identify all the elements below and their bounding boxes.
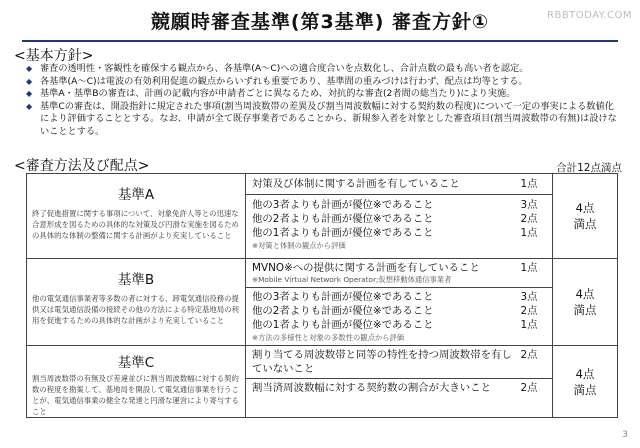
bullet-text: 基準A・基準Bの審査は、計画の記載内容が申請者ごとに異なるため、対抗的な審査(2者間の総当たり)により実施。 bbox=[40, 88, 516, 100]
list-item bbox=[26, 88, 622, 101]
diamond-bullet-icon: ◆ bbox=[26, 76, 33, 86]
total-points-suffix: 満点 bbox=[573, 217, 597, 231]
criterion-note: ※対策と体制の観点から評価 bbox=[252, 241, 346, 250]
criterion-cell bbox=[27, 346, 246, 418]
item-text: 他の1者よりも計画が優位※であること bbox=[252, 319, 434, 331]
section-method-title: <審査方法及び配点> bbox=[14, 158, 150, 174]
list-item bbox=[26, 63, 622, 76]
total-points: 4点 bbox=[575, 201, 595, 215]
total-points-suffix: 満点 bbox=[573, 303, 597, 317]
criterion-total bbox=[553, 174, 618, 259]
criterion-name: 基準C bbox=[117, 355, 155, 371]
total-score-label: 合計12点満点 bbox=[556, 162, 622, 174]
list-item bbox=[26, 101, 622, 139]
item-text: MVNO※への提供に関する計画を有していること bbox=[252, 262, 480, 274]
item-text: 割当済周波数幅に対する契約数の割合が大きいこと bbox=[252, 382, 491, 394]
item-point: 1点 bbox=[520, 178, 538, 190]
page-title: 競願時審査基準(第3基準) 審査方針① bbox=[150, 11, 490, 33]
criterion-note: ※方法の多様性と対象の多数性の観点から評価 bbox=[252, 333, 405, 342]
basic-policy-list bbox=[26, 63, 622, 139]
criterion-name: 基準A bbox=[117, 187, 155, 203]
item-text: 他の3者よりも計画が優位※であること bbox=[252, 291, 434, 303]
scoring-item bbox=[246, 259, 552, 275]
item-point: 2点 bbox=[520, 382, 538, 394]
table-row bbox=[27, 259, 618, 346]
item-point: 2点 bbox=[520, 213, 538, 225]
item-text: 割り当てる周波数帯と同等の特性を持つ周波数帯を有していないこと bbox=[252, 349, 512, 375]
item-point: 2点 bbox=[520, 305, 538, 317]
scoring-item bbox=[246, 304, 552, 318]
total-points: 4点 bbox=[575, 366, 595, 381]
scoring-item bbox=[246, 318, 552, 332]
list-item bbox=[26, 76, 622, 89]
item-point: 3点 bbox=[520, 291, 538, 303]
item-text: 他の2者よりも計画が優位※であること bbox=[252, 305, 434, 317]
criterion-cell bbox=[27, 259, 246, 346]
item-text: 他の2者よりも計画が優位※であること bbox=[252, 213, 434, 225]
title-underline bbox=[22, 40, 618, 42]
item-text: 他の1者よりも計画が優位※であること bbox=[252, 227, 434, 239]
criterion-subnote: ※Mobile Virtual Network Operator;仮想移動体通信事業者 bbox=[252, 275, 452, 284]
criterion-description: 他の電気通信事業者等多数の者に対する、卸電気通信役務の提供又は電気通信設備の接続その他の方法による特定基地局の利用を促進するための具体的な計画がより充実していること bbox=[32, 294, 239, 325]
scoring-item bbox=[246, 379, 552, 395]
criterion-name: 基準B bbox=[117, 272, 155, 288]
criterion-description: 終了促進措置に関する事項について、対象免許人等との迅速な合意形成を図るための具体的な対策及び円滑な実施を図るための具体的な体制の整備に関する計画がより充実していること bbox=[32, 209, 239, 240]
bullet-text: 基準Cの審査は、開設指針に規定された事項(割当周波数帯の差異及び割当周波数幅に対する契約数の程度)について一定の事実による数値化により評価することとする。なお、申請が全て既存事業者であることから、新規参入者を対象とした審査項目(割当周波数帯の有無)は設けないこととする。 bbox=[40, 100, 617, 137]
criterion-items bbox=[246, 174, 553, 259]
diamond-bullet-icon: ◆ bbox=[26, 101, 33, 111]
scoring-item bbox=[246, 174, 552, 194]
page-number: 3 bbox=[622, 430, 628, 440]
scoring-item bbox=[246, 346, 552, 378]
scoring-item bbox=[246, 288, 552, 304]
diamond-bullet-icon: ◆ bbox=[26, 89, 33, 99]
item-point: 1点 bbox=[520, 262, 538, 274]
scoring-item bbox=[246, 195, 552, 212]
scoring-table bbox=[26, 173, 618, 418]
watermark: RBBTODAY.COM bbox=[547, 10, 632, 21]
table-row bbox=[27, 346, 618, 418]
item-point: 1点 bbox=[520, 227, 538, 239]
scoring-item bbox=[246, 212, 552, 226]
table-row bbox=[27, 174, 618, 259]
section-basic-policy-title: <基本方針> bbox=[14, 48, 94, 64]
criterion-cell bbox=[27, 174, 246, 259]
total-points-suffix: 満点 bbox=[573, 382, 597, 397]
bullet-text: 各基準(A〜C)は電波の有効利用促進の観点からいずれも重要であり、基準間の重みづけは行わず、配点は均等とする。 bbox=[40, 75, 528, 87]
criterion-total bbox=[553, 346, 618, 418]
item-point: 1点 bbox=[520, 319, 538, 331]
item-point: 3点 bbox=[520, 199, 538, 211]
criterion-items bbox=[246, 346, 553, 418]
item-text: 対策及び体制に関する計画を有していること bbox=[252, 178, 460, 190]
criterion-items bbox=[246, 259, 553, 346]
diamond-bullet-icon: ◆ bbox=[26, 64, 33, 73]
total-points: 4点 bbox=[575, 287, 595, 301]
bullet-text: 審査の透明性・客観性を確保する観点から、各基準(A〜C)への適合度合いを点数化し、合計点数の最も高い者を認定。 bbox=[40, 63, 529, 74]
scoring-item bbox=[246, 226, 552, 240]
item-text: 他の3者よりも計画が優位※であること bbox=[252, 199, 434, 211]
item-point: 2点 bbox=[520, 349, 538, 361]
criterion-total bbox=[553, 259, 618, 346]
criterion-description: 割当周波数帯の有無及び差違並びに割当周波数幅に対する契約数の程度を勘案して、基地局を開設して電気通信事業を行うことが、電気通信事業の健全な発達と円滑な運営により寄与すること bbox=[32, 374, 239, 416]
